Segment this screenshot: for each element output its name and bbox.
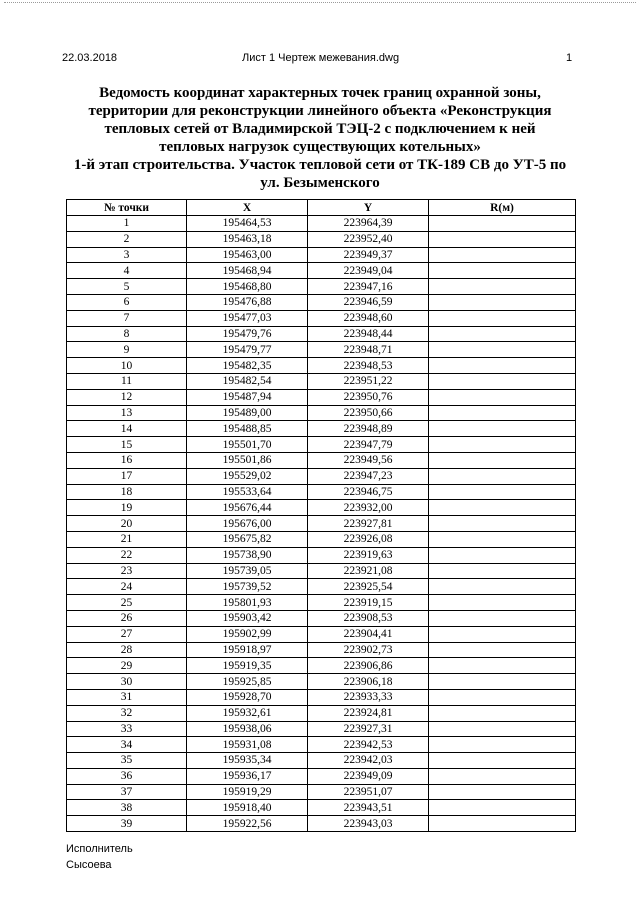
cell-y: 223924,81 — [308, 705, 429, 721]
cell-x: 195676,00 — [187, 516, 308, 532]
table-row — [67, 389, 576, 405]
cell-point-number: 25 — [67, 595, 187, 611]
column-header-x: X — [187, 200, 308, 216]
cell-r — [429, 721, 576, 737]
table-row — [67, 768, 576, 784]
cell-y: 223927,31 — [308, 721, 429, 737]
cell-x: 195463,00 — [187, 247, 308, 263]
cell-y: 223906,86 — [308, 658, 429, 674]
cell-y: 223952,40 — [308, 231, 429, 247]
cell-y: 223948,89 — [308, 421, 429, 437]
cell-r — [429, 753, 576, 769]
table-row — [67, 263, 576, 279]
cell-x: 195925,85 — [187, 674, 308, 690]
cell-r — [429, 737, 576, 753]
cell-y: 223948,53 — [308, 358, 429, 374]
cell-y: 223919,63 — [308, 547, 429, 563]
cell-x: 195479,77 — [187, 342, 308, 358]
table-row — [67, 531, 576, 547]
cell-y: 223949,09 — [308, 768, 429, 784]
cell-y: 223964,39 — [308, 216, 429, 232]
column-header-r: R(м) — [429, 200, 576, 216]
cell-y: 223946,75 — [308, 484, 429, 500]
cell-y: 223908,53 — [308, 610, 429, 626]
table-row — [67, 421, 576, 437]
cell-point-number: 29 — [67, 658, 187, 674]
cell-point-number: 32 — [67, 705, 187, 721]
cell-point-number: 36 — [67, 768, 187, 784]
cell-r — [429, 674, 576, 690]
cell-y: 223904,41 — [308, 626, 429, 642]
cell-x: 195938,06 — [187, 721, 308, 737]
cell-r — [429, 516, 576, 532]
cell-y: 223948,44 — [308, 326, 429, 342]
cell-x: 195919,35 — [187, 658, 308, 674]
table-row — [67, 658, 576, 674]
table-row — [67, 310, 576, 326]
cell-y: 223919,15 — [308, 595, 429, 611]
cell-y: 223943,03 — [308, 816, 429, 832]
cell-x: 195489,00 — [187, 405, 308, 421]
cell-point-number: 22 — [67, 547, 187, 563]
column-header-y: Y — [308, 200, 429, 216]
cell-r — [429, 405, 576, 421]
cell-y: 223951,22 — [308, 373, 429, 389]
cell-r — [429, 500, 576, 516]
table-row — [67, 231, 576, 247]
cell-r — [429, 531, 576, 547]
cell-y: 223947,23 — [308, 468, 429, 484]
cell-r — [429, 310, 576, 326]
cell-y: 223947,16 — [308, 279, 429, 295]
cell-y: 223948,60 — [308, 310, 429, 326]
cell-point-number: 38 — [67, 800, 187, 816]
cell-y: 223921,08 — [308, 563, 429, 579]
cell-point-number: 23 — [67, 563, 187, 579]
executor-name: Сысоева — [66, 859, 112, 871]
cell-point-number: 18 — [67, 484, 187, 500]
title-line: территории для реконструкции линейного объекта «Реконструкция — [88, 103, 552, 119]
cell-x: 195919,29 — [187, 784, 308, 800]
cell-x: 195464,53 — [187, 216, 308, 232]
cell-x: 195935,34 — [187, 753, 308, 769]
cell-x: 195739,05 — [187, 563, 308, 579]
table-row — [67, 437, 576, 453]
cell-x: 195533,64 — [187, 484, 308, 500]
table-row — [67, 784, 576, 800]
title-line: тепловых нагрузок существующих котельных» — [159, 139, 481, 155]
cell-point-number: 8 — [67, 326, 187, 342]
cell-y: 223926,08 — [308, 531, 429, 547]
cell-r — [429, 263, 576, 279]
cell-x: 195918,97 — [187, 642, 308, 658]
cell-r — [429, 689, 576, 705]
cell-point-number: 13 — [67, 405, 187, 421]
cell-point-number: 31 — [67, 689, 187, 705]
cell-point-number: 17 — [67, 468, 187, 484]
cell-r — [429, 421, 576, 437]
table-row — [67, 626, 576, 642]
cell-r — [429, 231, 576, 247]
cell-y: 223932,00 — [308, 500, 429, 516]
cell-r — [429, 468, 576, 484]
table-row — [67, 579, 576, 595]
cell-r — [429, 437, 576, 453]
cell-x: 195463,18 — [187, 231, 308, 247]
cell-x: 195931,08 — [187, 737, 308, 753]
document-title — [40, 84, 600, 192]
cell-r — [429, 800, 576, 816]
cell-r — [429, 784, 576, 800]
cell-r — [429, 610, 576, 626]
table-row — [67, 452, 576, 468]
cell-r — [429, 326, 576, 342]
cell-point-number: 11 — [67, 373, 187, 389]
cell-y: 223950,76 — [308, 389, 429, 405]
cell-x: 195675,82 — [187, 531, 308, 547]
cell-r — [429, 452, 576, 468]
cell-x: 195488,85 — [187, 421, 308, 437]
cell-point-number: 26 — [67, 610, 187, 626]
title-line: ул. Безыменского — [260, 175, 380, 191]
cell-point-number: 27 — [67, 626, 187, 642]
cell-point-number: 35 — [67, 753, 187, 769]
cell-point-number: 7 — [67, 310, 187, 326]
cell-x: 195476,88 — [187, 294, 308, 310]
cell-point-number: 20 — [67, 516, 187, 532]
table-row — [67, 674, 576, 690]
table-row — [67, 405, 576, 421]
cell-y: 223943,51 — [308, 800, 429, 816]
cell-r — [429, 705, 576, 721]
cell-x: 195928,70 — [187, 689, 308, 705]
cell-y: 223933,33 — [308, 689, 429, 705]
cell-x: 195918,40 — [187, 800, 308, 816]
cell-x: 195468,80 — [187, 279, 308, 295]
column-header-point: № точки — [67, 200, 187, 216]
cell-x: 195479,76 — [187, 326, 308, 342]
table-row — [67, 279, 576, 295]
cell-r — [429, 595, 576, 611]
cell-x: 195529,02 — [187, 468, 308, 484]
cell-y: 223902,73 — [308, 642, 429, 658]
cell-point-number: 1 — [67, 216, 187, 232]
table-row — [67, 705, 576, 721]
cell-r — [429, 626, 576, 642]
cell-point-number: 39 — [67, 816, 187, 832]
cell-x: 195801,93 — [187, 595, 308, 611]
cell-r — [429, 547, 576, 563]
cell-r — [429, 294, 576, 310]
cell-x: 195676,44 — [187, 500, 308, 516]
table-row — [67, 326, 576, 342]
table-row — [67, 753, 576, 769]
cell-r — [429, 358, 576, 374]
table-row — [67, 737, 576, 753]
cell-x: 195932,61 — [187, 705, 308, 721]
cell-y: 223942,53 — [308, 737, 429, 753]
cell-r — [429, 342, 576, 358]
cell-x: 195738,90 — [187, 547, 308, 563]
table-row — [67, 547, 576, 563]
table-row — [67, 721, 576, 737]
cell-y: 223949,37 — [308, 247, 429, 263]
cell-point-number: 33 — [67, 721, 187, 737]
table-row — [67, 642, 576, 658]
cell-y: 223949,56 — [308, 452, 429, 468]
cell-y: 223948,71 — [308, 342, 429, 358]
table-body — [67, 216, 576, 832]
cell-r — [429, 642, 576, 658]
cell-point-number: 34 — [67, 737, 187, 753]
cell-point-number: 37 — [67, 784, 187, 800]
cell-y: 223927,81 — [308, 516, 429, 532]
cell-r — [429, 816, 576, 832]
coordinates-table — [66, 199, 576, 832]
cell-point-number: 10 — [67, 358, 187, 374]
cell-x: 195903,42 — [187, 610, 308, 626]
cell-x: 195482,35 — [187, 358, 308, 374]
cell-y: 223949,04 — [308, 263, 429, 279]
cell-point-number: 30 — [67, 674, 187, 690]
cell-x: 195936,17 — [187, 768, 308, 784]
cell-r — [429, 389, 576, 405]
table-row — [67, 563, 576, 579]
table-row — [67, 216, 576, 232]
cell-point-number: 2 — [67, 231, 187, 247]
cell-r — [429, 247, 576, 263]
table-row — [67, 595, 576, 611]
table-row — [67, 689, 576, 705]
cell-x: 195902,99 — [187, 626, 308, 642]
table-row — [67, 373, 576, 389]
executor-label: Исполнитель — [66, 843, 133, 855]
cell-point-number: 3 — [67, 247, 187, 263]
cell-point-number: 12 — [67, 389, 187, 405]
table-row — [67, 247, 576, 263]
title-line: тепловых сетей от Владимирской ТЭЦ-2 с подключением к ней — [104, 121, 536, 137]
cell-r — [429, 484, 576, 500]
cell-r — [429, 373, 576, 389]
cell-y: 223947,79 — [308, 437, 429, 453]
table-row — [67, 816, 576, 832]
cell-point-number: 16 — [67, 452, 187, 468]
table-row — [67, 610, 576, 626]
cell-r — [429, 658, 576, 674]
cell-y: 223951,07 — [308, 784, 429, 800]
cell-y: 223906,18 — [308, 674, 429, 690]
cell-point-number: 14 — [67, 421, 187, 437]
cell-point-number: 15 — [67, 437, 187, 453]
print-date: 22.03.2018 — [62, 52, 118, 64]
title-line: Ведомость координат характерных точек границ охранной зоны, — [99, 85, 541, 101]
table-header-row — [67, 200, 576, 216]
page-number: 1 — [566, 52, 573, 64]
table-row — [67, 500, 576, 516]
cell-r — [429, 563, 576, 579]
cell-point-number: 21 — [67, 531, 187, 547]
cell-point-number: 4 — [67, 263, 187, 279]
cell-point-number: 5 — [67, 279, 187, 295]
cell-x: 195468,94 — [187, 263, 308, 279]
cell-point-number: 6 — [67, 294, 187, 310]
cell-y: 223946,59 — [308, 294, 429, 310]
cell-r — [429, 579, 576, 595]
table-row — [67, 516, 576, 532]
cell-point-number: 9 — [67, 342, 187, 358]
cell-x: 195739,52 — [187, 579, 308, 595]
scan-header-artifact — [4, 2, 636, 9]
table-row — [67, 358, 576, 374]
cell-point-number: 28 — [67, 642, 187, 658]
cell-r — [429, 216, 576, 232]
cell-x: 195482,54 — [187, 373, 308, 389]
table-row — [67, 294, 576, 310]
cell-y: 223942,03 — [308, 753, 429, 769]
table-row — [67, 342, 576, 358]
cell-x: 195501,86 — [187, 452, 308, 468]
sheet-name: Лист 1 Чертеж межевания.dwg — [242, 52, 400, 64]
cell-point-number: 24 — [67, 579, 187, 595]
cell-x: 195487,94 — [187, 389, 308, 405]
cell-x: 195501,70 — [187, 437, 308, 453]
cell-x: 195477,03 — [187, 310, 308, 326]
table-row — [67, 468, 576, 484]
cell-y: 223925,54 — [308, 579, 429, 595]
table-row — [67, 484, 576, 500]
table-row — [67, 800, 576, 816]
cell-x: 195922,56 — [187, 816, 308, 832]
cell-point-number: 19 — [67, 500, 187, 516]
cell-y: 223950,66 — [308, 405, 429, 421]
cell-r — [429, 768, 576, 784]
cell-r — [429, 279, 576, 295]
title-line: 1-й этап строительства. Участок тепловой сети от ТК-189 СВ до УТ-5 по — [73, 157, 567, 173]
